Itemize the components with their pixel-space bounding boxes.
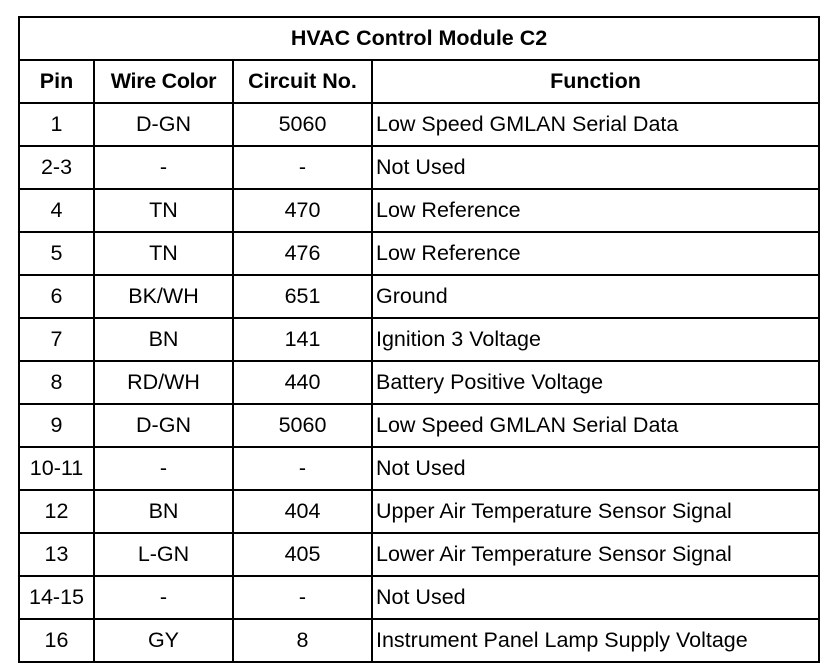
wire-color-cell: D-GN [94, 103, 233, 146]
function-cell: Not Used [372, 576, 819, 619]
table-row [19, 232, 819, 275]
circuit-cell: 5060 [233, 404, 372, 447]
function-cell: Low Reference [372, 189, 819, 232]
circuit-cell: - [233, 146, 372, 189]
function-cell: Low Speed GMLAN Serial Data [372, 404, 819, 447]
table-title: HVAC Control Module C2 [19, 17, 819, 60]
circuit-cell: - [233, 576, 372, 619]
title-row [19, 17, 819, 60]
function-cell: Lower Air Temperature Sensor Signal [372, 533, 819, 576]
function-cell: Instrument Panel Lamp Supply Voltage [372, 619, 819, 662]
table-body [19, 103, 819, 662]
header-pin: Pin [19, 60, 94, 103]
circuit-cell: 440 [233, 361, 372, 404]
wire-color-cell: - [94, 447, 233, 490]
pin-cell: 5 [19, 232, 94, 275]
header-circuit: Circuit No. [233, 60, 372, 103]
header-function: Function [372, 60, 819, 103]
circuit-cell: 5060 [233, 103, 372, 146]
table-row [19, 361, 819, 404]
circuit-cell: 651 [233, 275, 372, 318]
circuit-cell: - [233, 447, 372, 490]
table-row [19, 103, 819, 146]
wire-color-cell: - [94, 146, 233, 189]
wire-color-cell: L-GN [94, 533, 233, 576]
wire-color-cell: BN [94, 318, 233, 361]
wire-color-cell: D-GN [94, 404, 233, 447]
pin-cell: 10-11 [19, 447, 94, 490]
pin-cell: 4 [19, 189, 94, 232]
circuit-cell: 141 [233, 318, 372, 361]
wire-color-cell: TN [94, 232, 233, 275]
table-head [19, 17, 819, 103]
pin-cell: 2-3 [19, 146, 94, 189]
connector-pinout-table [18, 16, 820, 663]
function-cell: Upper Air Temperature Sensor Signal [372, 490, 819, 533]
pin-cell: 16 [19, 619, 94, 662]
table-row [19, 447, 819, 490]
table-row [19, 576, 819, 619]
pin-cell: 1 [19, 103, 94, 146]
function-cell: Battery Positive Voltage [372, 361, 819, 404]
pin-cell: 13 [19, 533, 94, 576]
table-row [19, 533, 819, 576]
header-wire-color: Wire Color [94, 60, 233, 103]
function-cell: Ground [372, 275, 819, 318]
pin-cell: 9 [19, 404, 94, 447]
wire-color-cell: BK/WH [94, 275, 233, 318]
table-row [19, 490, 819, 533]
function-cell: Low Speed GMLAN Serial Data [372, 103, 819, 146]
wire-color-cell: TN [94, 189, 233, 232]
circuit-cell: 404 [233, 490, 372, 533]
circuit-cell: 476 [233, 232, 372, 275]
circuit-cell: 470 [233, 189, 372, 232]
table-row [19, 404, 819, 447]
function-cell: Low Reference [372, 232, 819, 275]
table-row [19, 189, 819, 232]
wire-color-cell: BN [94, 490, 233, 533]
pin-cell: 7 [19, 318, 94, 361]
table-row [19, 318, 819, 361]
function-cell: Not Used [372, 447, 819, 490]
function-cell: Not Used [372, 146, 819, 189]
wire-color-cell: - [94, 576, 233, 619]
pin-cell: 12 [19, 490, 94, 533]
pin-cell: 6 [19, 275, 94, 318]
table-row [19, 275, 819, 318]
pin-cell: 14-15 [19, 576, 94, 619]
function-cell: Ignition 3 Voltage [372, 318, 819, 361]
table-row [19, 146, 819, 189]
wire-color-cell: GY [94, 619, 233, 662]
pin-cell: 8 [19, 361, 94, 404]
header-row [19, 60, 819, 103]
wire-color-cell: RD/WH [94, 361, 233, 404]
circuit-cell: 8 [233, 619, 372, 662]
circuit-cell: 405 [233, 533, 372, 576]
table-row [19, 619, 819, 662]
